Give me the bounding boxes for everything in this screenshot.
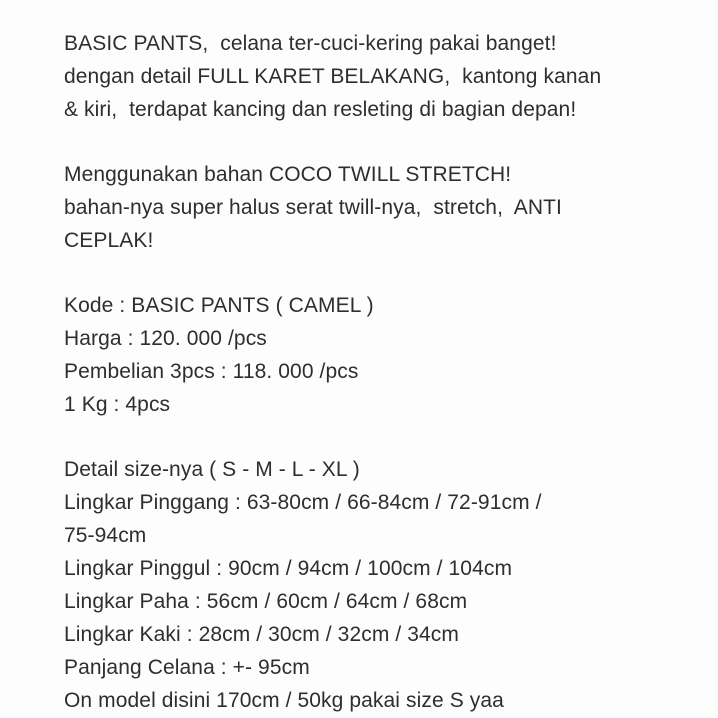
hip-line: Lingkar Pinggul : 90cm / 94cm / 100cm / 104cm bbox=[64, 557, 513, 580]
leg-opening-line: Lingkar Kaki : 28cm / 30cm / 32cm / 34cm bbox=[64, 623, 459, 646]
pricing-paragraph bbox=[64, 289, 678, 421]
intro-line-2: dengan detail FULL KARET BELAKANG, kantong kanan bbox=[64, 65, 602, 88]
model-info-line: On model disini 170cm / 50kg pakai size S yaa bbox=[64, 689, 504, 712]
thigh-line: Lingkar Paha : 56cm / 60cm / 64cm / 68cm bbox=[64, 590, 468, 613]
price-line: Harga : 120. 000 /pcs bbox=[64, 327, 267, 350]
material-paragraph bbox=[64, 158, 678, 257]
material-line-1: Menggunakan bahan COCO TWILL STRETCH! bbox=[64, 163, 512, 186]
weight-line: 1 Kg : 4pcs bbox=[64, 393, 171, 416]
size-detail-paragraph bbox=[64, 453, 678, 717]
intro-paragraph bbox=[64, 27, 678, 126]
material-line-3: CEPLAK! bbox=[64, 229, 154, 252]
product-code-line: Kode : BASIC PANTS ( CAMEL ) bbox=[64, 294, 374, 317]
intro-line-1: BASIC PANTS, celana ter-cuci-kering pakai banget! bbox=[64, 32, 557, 55]
material-line-2: bahan-nya super halus serat twill-nya, stretch, ANTI bbox=[64, 196, 562, 219]
bulk-price-line: Pembelian 3pcs : 118. 000 /pcs bbox=[64, 360, 359, 383]
length-line: Panjang Celana : +- 95cm bbox=[64, 656, 310, 679]
size-header-line: Detail size-nya ( S - M - L - XL ) bbox=[64, 458, 360, 481]
waist-line-1: Lingkar Pinggang : 63-80cm / 66-84cm / 72-91cm / bbox=[64, 491, 542, 514]
waist-line-2: 75-94cm bbox=[64, 524, 147, 547]
intro-line-3: & kiri, terdapat kancing dan resleting di bagian depan! bbox=[64, 98, 577, 121]
